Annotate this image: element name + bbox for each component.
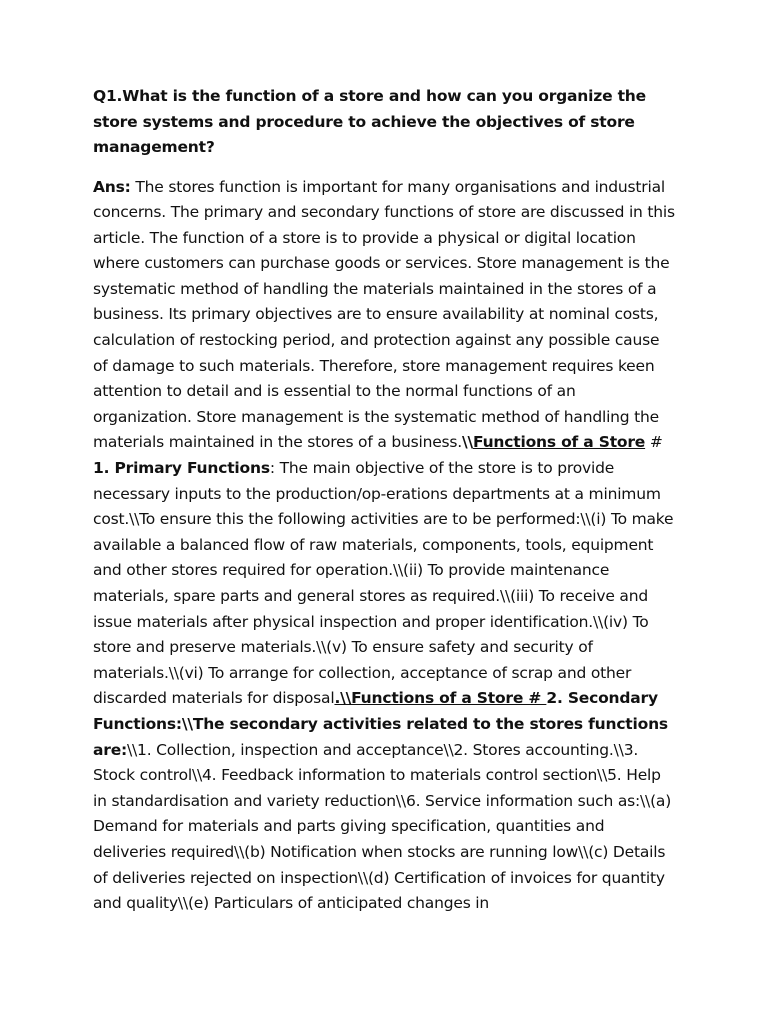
primary-functions-heading: 1. Primary Functions (93, 459, 270, 478)
answer-paragraph (93, 175, 676, 917)
hash-separator: # (645, 433, 663, 452)
secondary-functions-text: \\1. Collection, inspection and acceptance\\2. Stores accounting.\\3. Stock control\\4. Feedback information to materials control section\\5. Help in standardisation and variety reduction\\6. Service information such as:\\(a) Demand for materials and parts giving specification, quantities and deliveries required\\(b) Notification when stocks are running low\\(c) Details of deliveries rejected on inspection\\(d) Certification of invoices for quantity and quality\\(e) Particulars of anticipated changes in (93, 740, 672, 913)
answer-intro-text: The stores function is important for many organisations and industrial concerns. The primary and secondary functions of store are discussed in this article. The function of a store is to provide a physical or digital location where customers can purchase goods or services. Store management is the systematic method of handling the materials maintained in the stores of a business. Its primary objectives are to ensure availability at nominal costs, calculation of restocking period, and protection against any possible cause of damage to such materials. Therefore, store management requires keen attention to detail and is essential to the normal functions of an organization. Store management is the systematic method of handling the materials maintained in the stores of a business. (93, 177, 675, 452)
functions-heading-1: Functions of a Store (472, 433, 646, 452)
separator: \\ (462, 433, 473, 452)
functions-heading-2: .\\Functions of a Store # (334, 689, 547, 708)
question-heading: Q1.What is the function of a store and how can you organize the store systems and procedure to achieve the objectives of store management? (93, 87, 646, 156)
primary-functions-text: : The main objective of the store is to provide necessary inputs to the production/op-erations departments at a minimum cost.\\To ensure this the following activities are to be performed:\\(i) To make available a balanced flow of raw materials, components, tools, equipment and other stores required for operation.\\(ii) To provide maintenance materials, spare parts and general stores as required.\\(iii) To receive and issue materials after physical inspection and proper identification.\\(iv) To store and preserve materials.\\(v) To ensure safety and security of materials.\\(vi) To arrange for collection, acceptance of scrap and other discarded materials for disposal (93, 459, 674, 708)
answer-label: Ans: (93, 177, 131, 196)
secondary-functions-heading: 2. Secondary Functions:\\The secondary activities related to the stores functions are: (93, 689, 668, 759)
